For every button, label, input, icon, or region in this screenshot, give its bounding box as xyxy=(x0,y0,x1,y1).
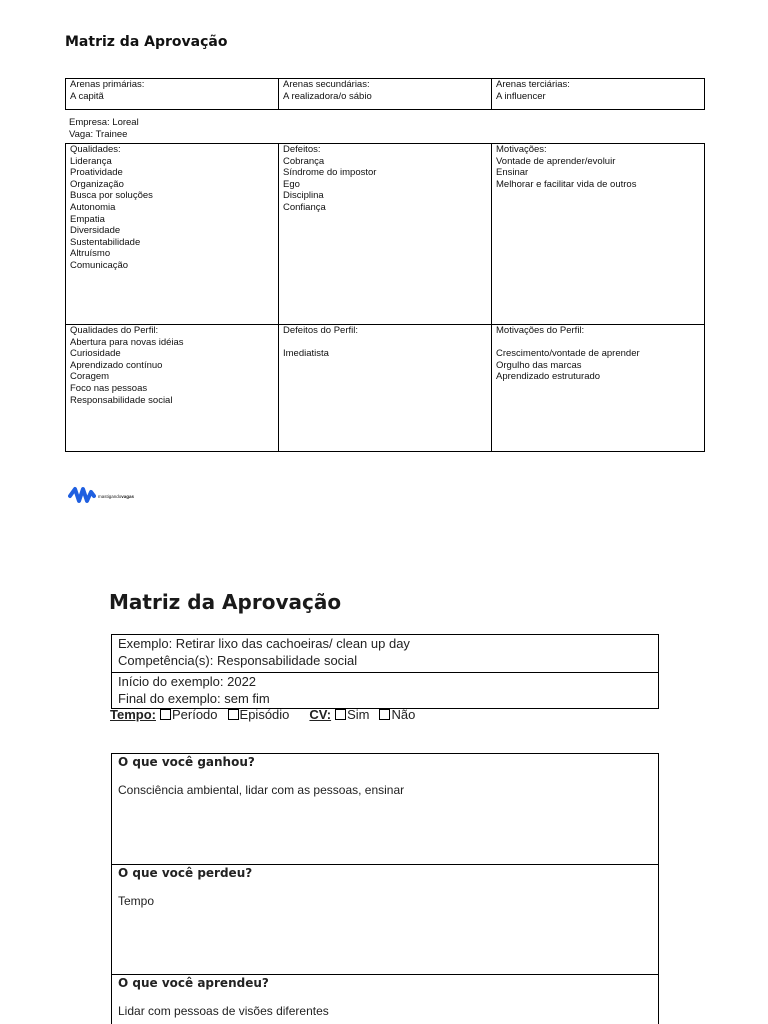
list-item: Ego xyxy=(283,178,300,190)
example-cell xyxy=(112,635,659,673)
arena-primary-value: A capitã xyxy=(70,90,104,102)
list-item: Cobrança xyxy=(283,155,325,167)
checkbox-episodio[interactable] xyxy=(228,709,239,720)
questions-table xyxy=(111,753,659,1024)
list-item: Confiança xyxy=(283,201,326,213)
arena-secondary-cell xyxy=(279,79,492,110)
option-episodio[interactable] xyxy=(228,707,290,722)
qualities-title: Qualidades: xyxy=(70,144,121,155)
motivations-title: Motivações: xyxy=(496,144,547,155)
arena-tertiary-cell xyxy=(492,79,705,110)
profile-grid xyxy=(65,143,705,452)
motivations-list xyxy=(496,156,700,191)
checkbox-periodo[interactable] xyxy=(160,709,171,720)
arena-secondary-value: A realizadora/o sábio xyxy=(283,90,372,102)
lost-question: O que você perdeu? xyxy=(118,866,253,880)
option-episodio-label: Episódio xyxy=(239,707,290,722)
lost-answer: Tempo xyxy=(118,894,155,908)
list-item: Abertura para novas idéias xyxy=(70,336,184,348)
profile-motivations-list xyxy=(496,348,700,383)
option-periodo-label: Período xyxy=(171,707,218,722)
gained-cell xyxy=(112,754,659,865)
gained-answer: Consciência ambiental, lidar com as pessoas, ensinar xyxy=(118,783,405,797)
list-item: Empatia xyxy=(70,213,105,225)
motivations-cell xyxy=(492,144,705,325)
list-item: Organização xyxy=(70,178,124,190)
option-sim-label: Sim xyxy=(347,707,370,722)
list-item: Aprendizado contínuo xyxy=(70,359,163,371)
lost-cell xyxy=(112,865,659,975)
checkbox-nao[interactable] xyxy=(379,709,390,720)
job-name: Vaga: Trainee xyxy=(69,128,128,140)
list-item: Ensinar xyxy=(496,167,529,179)
logo-text xyxy=(98,494,134,499)
profile-qualities-cell xyxy=(66,325,279,452)
cv-label: CV: xyxy=(309,707,332,722)
option-sim[interactable] xyxy=(335,707,369,722)
option-nao[interactable] xyxy=(379,707,415,722)
option-periodo[interactable] xyxy=(160,707,218,722)
page2-title: Matriz da Aprovação xyxy=(109,590,342,614)
arenas-table xyxy=(65,78,705,110)
profile-motivations-title: Motivações do Perfil: xyxy=(496,325,585,336)
list-item: Disciplina xyxy=(283,190,324,202)
learned-cell xyxy=(112,975,659,1024)
competence-text: Competência(s): Responsabilidade social xyxy=(118,653,358,668)
arena-primary-label: Arenas primárias: xyxy=(70,79,145,90)
list-item: Busca por soluções xyxy=(70,190,153,202)
learned-answer: Lidar com pessoas de visões diferentes xyxy=(118,1004,329,1018)
profile-defects-title: Defeitos do Perfil: xyxy=(283,325,358,336)
arena-tertiary-label: Arenas terciárias: xyxy=(496,79,570,90)
list-item: Autonomia xyxy=(70,201,116,213)
arena-tertiary-value: A influencer xyxy=(496,90,546,102)
list-item: Liderança xyxy=(70,155,112,167)
logo-text-b: vagas xyxy=(121,493,135,499)
profile-defects-list xyxy=(283,348,487,360)
list-item: Melhorar e facilitar vida de outros xyxy=(496,178,637,190)
profile-motivations-cell xyxy=(492,325,705,452)
list-item: Vontade de aprender/evoluir xyxy=(496,155,616,167)
defects-cell xyxy=(279,144,492,325)
list-item: Crescimento/vontade de aprender xyxy=(496,348,640,360)
profile-qualities-list xyxy=(70,337,274,407)
list-item: Orgulho das marcas xyxy=(496,359,582,371)
qualities-cell xyxy=(66,144,279,325)
profile-defects-cell xyxy=(279,325,492,452)
tempo-label: Tempo: xyxy=(110,707,156,722)
page-title: Matriz da Aprovação xyxy=(65,34,228,50)
period-cell xyxy=(112,673,659,709)
list-item: Sustentabilidade xyxy=(70,236,141,248)
learned-question: O que você aprendeu? xyxy=(118,976,269,990)
arena-primary-cell xyxy=(66,79,279,110)
list-item: Imediatista xyxy=(283,348,329,360)
option-nao-label: Não xyxy=(391,707,416,722)
example-text: Exemplo: Retirar lixo das cachoeiras/ clean up day xyxy=(118,636,410,651)
brand-logo xyxy=(68,486,134,506)
checkbox-sim[interactable] xyxy=(335,709,346,720)
wave-logo-icon xyxy=(68,486,96,506)
list-item: Proatividade xyxy=(70,167,123,179)
end-text: Final do exemplo: sem fim xyxy=(118,691,270,706)
list-item: Altruísmo xyxy=(70,248,111,260)
list-item: Diversidade xyxy=(70,225,121,237)
options-row xyxy=(110,707,425,722)
company-name: Empresa: Loreal xyxy=(69,117,139,128)
logo-text-a: mastigando xyxy=(98,493,122,499)
list-item: Aprendizado estruturado xyxy=(496,371,601,383)
list-item: Coragem xyxy=(70,371,110,383)
list-item: Curiosidade xyxy=(70,348,121,360)
start-text: Início do exemplo: 2022 xyxy=(118,674,257,689)
list-item: Foco nas pessoas xyxy=(70,382,148,394)
profile-qualities-title: Qualidades do Perfil: xyxy=(70,325,159,336)
example-table xyxy=(111,634,659,709)
arena-secondary-label: Arenas secundárias: xyxy=(283,79,370,90)
company-info xyxy=(69,117,139,140)
list-item: Comunicação xyxy=(70,259,129,271)
defects-title: Defeitos: xyxy=(283,144,321,155)
gained-question: O que você ganhou? xyxy=(118,755,255,769)
list-item: Responsabilidade social xyxy=(70,394,173,406)
qualities-list xyxy=(70,156,274,272)
defects-list xyxy=(283,156,487,214)
list-item: Síndrome do impostor xyxy=(283,167,377,179)
